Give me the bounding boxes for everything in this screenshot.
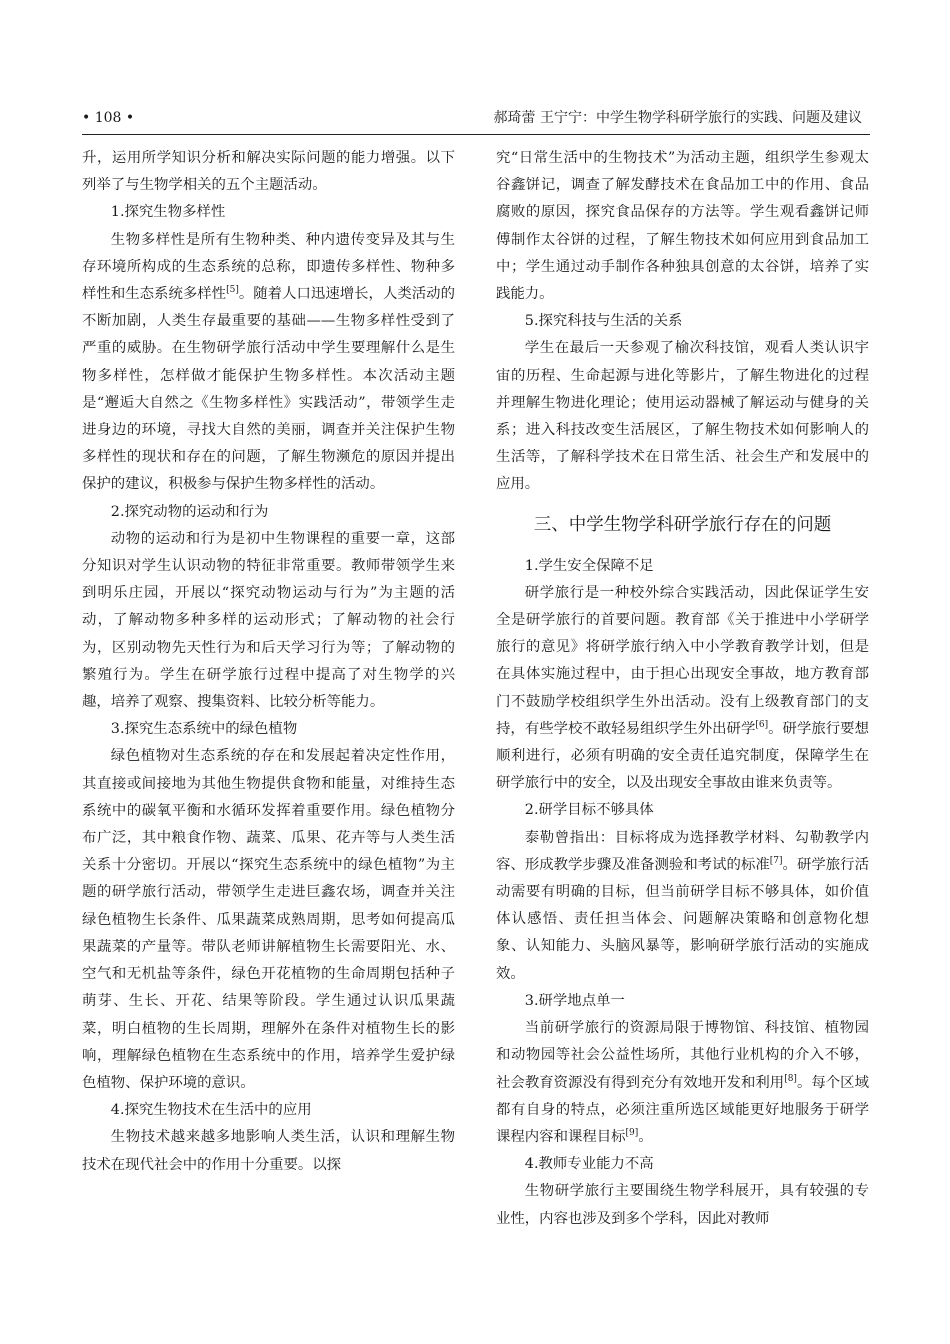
paragraph-text: 。 <box>638 1128 653 1145</box>
subsection-title <box>82 716 455 743</box>
citation-ref: [8] <box>784 1073 797 1084</box>
paragraph-text: 。每个区域都有自身的特点，必须注重所选区域能更好地服务于研学课程内容和课程目标 <box>496 1074 869 1145</box>
body-paragraph <box>496 580 869 798</box>
body-paragraph <box>496 335 869 498</box>
paragraph-text: 当前研学旅行的资源局限于博物馆、科技馆、植物园和动物园等社会公益性场所，其他行业机构的介入不够，社会教育资源没有得到充分有效地开发和利用 <box>496 1020 869 1091</box>
body-paragraph <box>496 1015 869 1151</box>
citation-ref: [6] <box>755 720 769 731</box>
right-column <box>496 145 869 1233</box>
paragraph-text: 生物多样性是所有生物种类、种内遗传变异及其与生存环境所构成的生态系统的总称，即遗传多样性、物种多样性和生态系统多样性 <box>82 231 455 303</box>
subsection-title <box>496 1151 869 1178</box>
paragraph-text: 2.研学目标不够具体 <box>524 802 654 819</box>
paragraph-text: 3.研学地点单一 <box>524 992 625 1009</box>
body-paragraph <box>496 1178 869 1232</box>
subsection-title <box>496 553 869 580</box>
page-number: • 108 • <box>82 110 135 126</box>
paragraph-text: 绿色植物对生态系统的存在和发展起着决定性作用，其直接或间接地为其他生物提供食物和能量，对维持生态系统中的碳氧平衡和水循环发挥着重要作用。绿色植物分布广泛，其中粮食作物、蔬菜、瓜果、花卉等与人类生活关系十分密切。开展以“探究生态系统中的绿色植物”为主题的研学旅行活动，带领学生走进巨鑫农场，调查并关注绿色植物生长条件、瓜果蔬菜成熟周期，思考如何提高瓜果蔬菜的产量等。带队老师讲解植物生长需要阳光、水、空气和无机盐等条件，绿色开花植物的生命周期包括种子萌芽、生长、开花、结果等阶段。学生通过认识瓜果蔬菜，明白植物的生长周期，理解外在条件对植物生长的影响，理解绿色植物在生态系统中的作用，培养学生爱护绿色植物、保护环境的意识。 <box>82 748 455 1091</box>
body-paragraph <box>82 526 455 716</box>
paragraph-text: 5.探究科技与生活的关系 <box>524 313 683 330</box>
paragraph-text: 。研学旅行要想顺利进行，必须有明确的安全责任追究制度，保障学生在研学旅行中的安全，以及出现安全事故由谁来负责等。 <box>496 720 869 792</box>
running-title: 郝琦蕾 王宁宁：中学生物学科研学旅行的实践、问题及建议 <box>493 110 862 126</box>
paragraph-text: 。随着人口迅速增长，人类活动的不断加剧，人类生存最重要的基础——生物多样性受到了严重的威胁。在生物研学旅行活动中学生要理解什么是生物多样性，怎样做才能保护生物多样性。本次活动主题是“邂逅大自然之《生物多样性》实践活动”，带领学生走进身边的环境，寻找大自然的美丽，调查并关注保护生物多样性的现状和存在的问题，了解生物濒危的原因并提出保护的建议，积极参与保护生物多样性的活动。 <box>82 286 455 493</box>
subsection-title <box>496 797 869 824</box>
paragraph-text: 3.探究生态系统中的绿色植物 <box>110 721 298 738</box>
page-header <box>82 106 870 130</box>
paragraph-text: 2.探究动物的运动和行为 <box>110 503 269 520</box>
section-heading: 三、中学生物学科研学旅行存在的问题 <box>533 514 832 535</box>
paragraph-text: 究“日常生活中的生物技术”为活动主题，组织学生参观太谷鑫饼记，调查了解发酵技术在食品加工中的作用、食品腐败的原因，探究食品保存的方法等。学生观看鑫饼记师傅制作太谷饼的过程，了解生物技术如何应用到食品加工中；学生通过动手制作各种独具创意的太谷饼，培养了实践能力。 <box>496 150 869 303</box>
continued-paragraph <box>496 145 869 308</box>
paragraph-text: 研学旅行是一种校外综合实践活动，因此保证学生安全是研学旅行的首要问题。教育部《关于推进中小学研学旅行的意见》将研学旅行纳入中小学教育教学计划，但是在具体实施过程中，由于担心出现安全事故，地方教育部门不鼓励学校组织学生外出活动。没有上级教育部门的支持，有些学校不敢轻易组织学生外出研学 <box>496 584 869 737</box>
subsection-title <box>496 308 869 335</box>
paragraph-text: 1.学生安全保障不足 <box>524 557 654 574</box>
body-paragraph <box>496 825 869 988</box>
header-rule <box>82 134 870 135</box>
paragraph-text: 生物研学旅行主要围绕生物学科展开，具有较强的专业性，内容也涉及到多个学科，因此对教师 <box>496 1183 869 1227</box>
paragraph-text: 1.探究生物多样性 <box>110 204 226 221</box>
citation-ref: [7] <box>769 856 783 867</box>
paragraph-text: 泰勒曾指出：目标将成为选择教学材料、勾勒教学内容、形成教学步骤及准备测验和考试的标准 <box>496 829 869 873</box>
paragraph-text: 4.探究生物技术在生活中的应用 <box>110 1102 312 1119</box>
subsection-title <box>82 199 455 226</box>
paragraph-text: 生物技术越来越多地影响人类生活，认识和理解生物技术在现代社会中的作用十分重要。以探 <box>82 1129 455 1173</box>
body-paragraph <box>82 227 455 499</box>
paragraph-text: 4.教师专业能力不高 <box>524 1156 654 1173</box>
body-paragraph <box>82 1124 455 1178</box>
paragraph-text: 升，运用所学知识分析和解决实际问题的能力增强。以下列举了与生物学相关的五个主题活动。 <box>82 150 455 194</box>
body-paragraph <box>82 743 455 1097</box>
left-column <box>82 145 455 1179</box>
subsection-title <box>496 988 869 1015</box>
subsection-title <box>82 499 455 526</box>
subsection-title <box>82 1097 455 1124</box>
paragraph-text: 学生在最后一天参观了榆次科技馆，观看人类认识宇宙的历程、生命起源与进化等影片，了解生物进化的过程并理解生物进化理论；使用运动器械了解运动与健身的关系；进入科技改变生活展区，了解生物技术如何影响人的生活等，了解科学技术在日常生活、社会生产和发展中的应用。 <box>496 340 869 493</box>
citation-ref: [5] <box>226 285 239 296</box>
continued-paragraph <box>82 145 455 199</box>
citation-ref: [9] <box>625 1128 639 1139</box>
paragraph-text: 。研学旅行活动需要有明确的目标，但当前研学目标不够具体，如价值体认感悟、责任担当体会、问题解决策略和创意物化想象、认知能力、头脑风暴等，影响研学旅行活动的实施成效。 <box>496 856 869 982</box>
paragraph-text: 动物的运动和行为是初中生物课程的重要一章，这部分知识对学生认识动物的特征非常重要。教师带领学生来到明乐庄园，开展以“探究动物运动与行为”为主题的活动，了解动物多种多样的运动形式；了解动物的社会行为，区别动物先天性行为和后天学习行为等；了解动物的繁殖行为。学生在研学旅行过程中提高了对生物学的兴趣，培养了观察、搜集资料、比较分析等能力。 <box>82 530 455 711</box>
